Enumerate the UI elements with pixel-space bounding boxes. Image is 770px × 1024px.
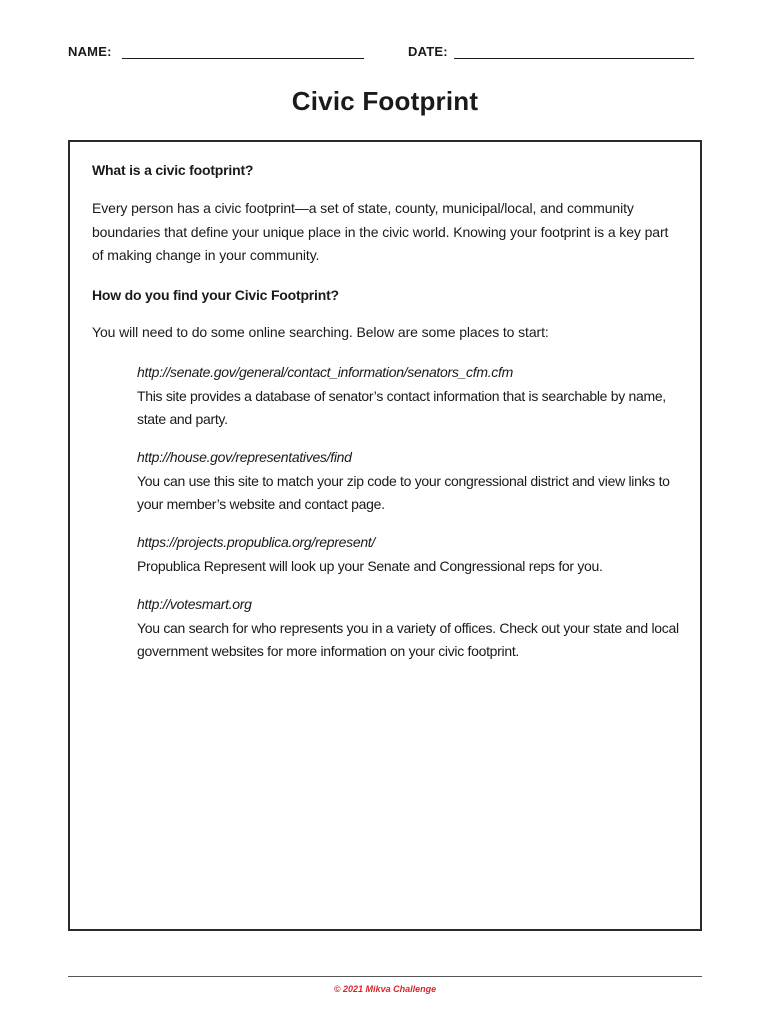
section-body-what: Every person has a civic footprint—a set of state, county, municipal/local, and community boundaries that define your unique place in the civic world. Knowing your footprint is a key part of making change in your community. [92, 200, 669, 263]
date-input-line[interactable] [454, 58, 694, 59]
resource-item [137, 531, 685, 578]
section-heading-what: What is a civic footprint? [92, 162, 254, 178]
header-fields [68, 42, 698, 64]
resource-description: You can search for who represents you in a variety of offices. Check out your state and local government websites for more information on your civic footprint. [137, 619, 679, 659]
resource-description: This site provides a database of senator’s contact information that is searchable by name, state and party. [137, 387, 666, 427]
resource-link[interactable]: http://votesmart.org [137, 596, 252, 612]
date-label: DATE: [408, 44, 448, 59]
resource-description: You can use this site to match your zip code to your congressional district and view links to your member’s website and contact page. [137, 472, 670, 512]
resource-item [137, 361, 685, 432]
section-intro-how: You will need to do some online searching. Below are some places to start: [92, 324, 549, 340]
resource-item [137, 446, 685, 517]
footer-copyright: © 2021 Mikva Challenge [333, 984, 437, 994]
name-label: NAME: [68, 44, 112, 59]
content-box [68, 140, 702, 931]
resource-link[interactable]: http://senate.gov/general/contact_information/senators_cfm.cfm [137, 364, 513, 380]
resource-link[interactable]: https://projects.propublica.org/represent/ [137, 534, 375, 550]
name-input-line[interactable] [122, 58, 364, 59]
resource-item [137, 593, 685, 664]
section-heading-how: How do you find your Civic Footprint? [92, 287, 339, 303]
resource-description: Propublica Represent will look up your Senate and Congressional reps for you. [137, 557, 603, 574]
resource-link[interactable]: http://house.gov/representatives/find [137, 449, 352, 465]
footer-divider [68, 976, 702, 977]
page-title: Civic Footprint [291, 86, 479, 116]
